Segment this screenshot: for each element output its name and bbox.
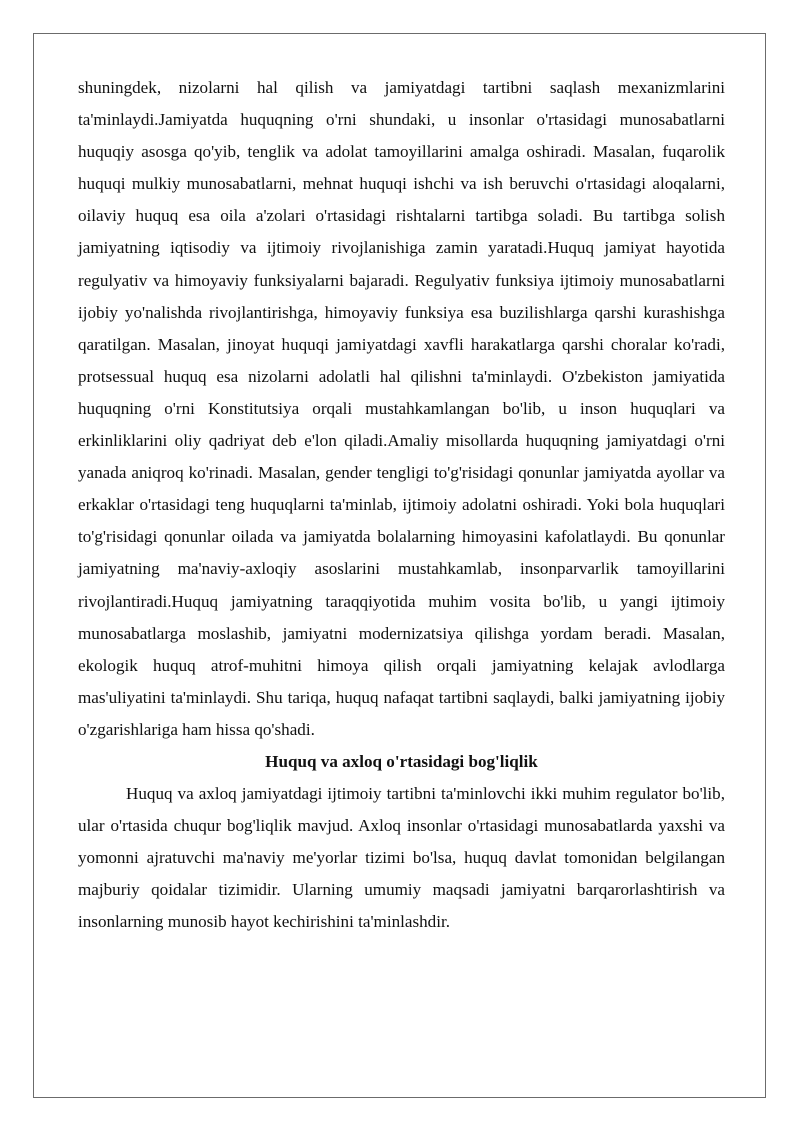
body-paragraph-2: Huquq va axloq jamiyatdagi ijtimoiy tartibni ta'minlovchi ikki muhim regulator bo'lib, ular o'rtasida chuqur bog'liqlik mavjud. Axloq insonlar o'rtasidagi munosabatlarda yaxshi va yomonni ajratuvchi ma'naviy me'yorlar tizimi bo'lsa, huquq davlat tomonidan belgilangan majburiy qoidalar tizimidir. Ularning umumiy maqsadi jamiyatni barqarorlashtirish va insonlarning munosib hayot kechirishini ta'minlashdir. <box>78 784 725 932</box>
section-heading: Huquq va axloq o'rtasidagi bog'liqlik <box>265 751 538 771</box>
body-paragraph-1: shuningdek, nizolarni hal qilish va jamiyatdagi tartibni saqlash mexanizmlarini ta'minlaydi.Jamiyatda huquqning o'rni shundaki, u insonlar o'rtasidagi munosabatlarni huquqiy asosga qo'yib, tenglik va adolat tamoyillarini amalga oshiradi. Masalan, fuqarolik huquqi mulkiy munosabatlarni, mehnat huquqi ishchi va ish beruvchi o'rtasidagi aloqalarni, oilaviy huquq esa oila a'zolari o'rtasidagi rishtalarni tartibga soladi. Bu tartibga solish jamiyatning iqtisodiy va ijtimoiy rivojlanishiga zamin yaratadi.Huquq jamiyat hayotida regulyativ va himoyaviy funksiyalarni bajaradi. Regulyativ funksiya ijtimoiy munosabatlarni ijobiy yo'nalishda rivojlantirishga, himoyaviy funksiya esa buzilishlarga qarshi kurashishga qaratilgan. Masalan, jinoyat huquqi jamiyatdagi xavfli harakatlarga qarshi choralar ko'radi, protsessual huquq esa nizolarni adolatli hal qilishni ta'minlaydi. O'zbekiston jamiyatida huquqning o'rni Konstitutsiya orqali mustahkamlangan bo'lib, u inson huquqlari va erkinliklarini oliy qadriyat deb e'lon qiladi.Amaliy misollarda huquqning jamiyatdagi o'rni yanada aniqroq ko'rinadi. Masalan, gender tengligi to'g'risidagi qonunlar jamiyatda ayollar va erkaklar o'rtasidagi teng huquqlarni ta'minlab, ijtimoiy adolatni oshiradi. Yoki bola huquqlari to'g'risidagi qonunlar oilada va jamiyatda bolalarning himoyasini kafolatlaydi. Bu qonunlar jamiyatning ma'naviy-axloqiy asoslarini mustahkamlab, insonparvarlik tamoyillarini rivojlantiradi.Huquq jamiyatning taraqqiyotida muhim vosita bo'lib, u yangi ijtimoiy munosabatlarga moslashib, jamiyatni modernizatsiya qilishga yordam beradi. Masalan, ekologik huquq atrof-muhitni himoya qilish orqali jamiyatning kelajak avlodlarga mas'uliyatini ta'minlaydi. Shu tariqa, huquq nafaqat tartibni saqlaydi, balki jamiyatning ijobiy o'zgarishlariga ham hissa qo'shadi. <box>78 78 725 739</box>
document-body <box>78 72 725 939</box>
